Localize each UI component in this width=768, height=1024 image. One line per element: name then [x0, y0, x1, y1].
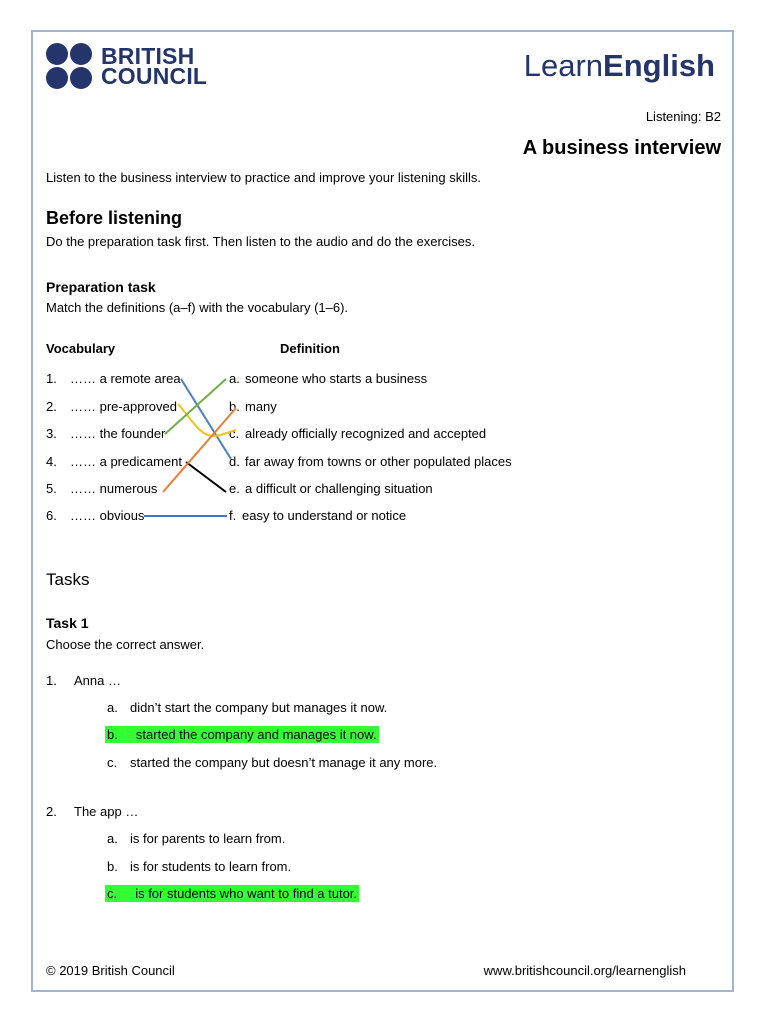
- option-letter: a.: [107, 831, 118, 846]
- question-number: 1.: [46, 673, 57, 688]
- option-letter: b.: [107, 859, 118, 874]
- preparation-task-text: Match the definitions (a–f) with the vocabulary (1–6).: [46, 300, 349, 315]
- tasks-heading: Tasks: [46, 570, 90, 589]
- preparation-task-heading: Preparation task: [46, 279, 156, 295]
- option-text: started the company but doesn’t manage it any more.: [130, 755, 438, 770]
- definition-header: Definition: [280, 341, 340, 356]
- before-listening-text: Do the preparation task first. Then listen to the audio and do the exercises.: [46, 234, 476, 249]
- answer-option-selected[interactable]: [105, 886, 359, 901]
- bc-logo-line2: COUNCIL: [101, 63, 208, 89]
- vocab-item: …… a remote area: [70, 371, 181, 386]
- vocab-num: 1.: [46, 371, 57, 386]
- page-title: A business interview: [522, 137, 721, 159]
- vocab-item: …… a predicament: [70, 454, 182, 469]
- question-stem: The app …: [74, 804, 139, 819]
- vocab-item: …… pre-approved: [70, 399, 177, 414]
- vocab-num: 5.: [46, 481, 57, 496]
- footer-url-link[interactable]: www.britishcouncil.org/learnenglish: [483, 963, 686, 978]
- vocab-item: …… numerous: [70, 481, 158, 496]
- answer-option-selected[interactable]: [105, 727, 379, 742]
- option-text: is for students to learn from.: [130, 859, 292, 874]
- option-text: is for parents to learn from.: [130, 831, 286, 846]
- question-number: 2.: [46, 804, 57, 819]
- footer-copyright: © 2019 British Council: [46, 963, 175, 978]
- vocab-num: 3.: [46, 426, 57, 441]
- bc-logo-line1: BRITISH: [101, 43, 195, 69]
- def-item: many: [245, 399, 277, 414]
- intro-text: Listen to the business interview to practice and improve your listening skills.: [46, 170, 481, 185]
- vocab-num: 4.: [46, 454, 57, 469]
- def-letter: f.: [229, 508, 237, 523]
- answer-option[interactable]: [107, 831, 286, 846]
- def-item: easy to understand or notice: [242, 508, 407, 523]
- answer-option[interactable]: [107, 700, 388, 715]
- def-item: someone who starts a business: [245, 371, 428, 386]
- level-label: Listening: B2: [645, 109, 721, 124]
- match-line-1-d: [181, 379, 231, 459]
- task1-heading: Task 1: [46, 615, 89, 631]
- def-letter: d.: [229, 454, 240, 469]
- option-text: is for students who want to find a tutor.: [135, 886, 358, 901]
- def-item: far away from towns or other populated places: [245, 454, 512, 469]
- option-letter: b.: [107, 727, 118, 742]
- answer-option[interactable]: [107, 755, 438, 770]
- match-line-4-e: [186, 462, 226, 492]
- def-letter: b.: [229, 399, 240, 414]
- def-letter: a.: [229, 371, 240, 386]
- def-letter: c.: [229, 426, 240, 441]
- option-letter: c.: [107, 755, 118, 770]
- before-listening-heading: Before listening: [46, 208, 183, 228]
- selected-answer-highlight: [105, 726, 379, 743]
- vocab-num: 2.: [46, 399, 57, 414]
- option-letter: a.: [107, 700, 118, 715]
- vocab-item: …… the founder: [70, 426, 166, 441]
- vocabulary-header: Vocabulary: [46, 341, 116, 356]
- option-text: didn’t start the company but manages it now.: [130, 700, 388, 715]
- selected-answer-highlight: [105, 885, 359, 902]
- option-text: started the company and manages it now.: [135, 727, 377, 742]
- learn-word: Learn: [523, 48, 604, 83]
- answer-option[interactable]: [107, 859, 292, 874]
- vocab-num: 6.: [46, 508, 57, 523]
- option-letter: c.: [107, 886, 118, 901]
- task1-instruction: Choose the correct answer.: [46, 637, 205, 652]
- vocab-item: …… obvious: [70, 508, 145, 523]
- def-item: already officially recognized and accepted: [245, 426, 487, 441]
- def-letter: e.: [229, 481, 240, 496]
- question-stem: Anna …: [74, 673, 121, 688]
- english-word: English: [603, 48, 715, 83]
- def-item: a difficult or challenging situation: [245, 481, 433, 496]
